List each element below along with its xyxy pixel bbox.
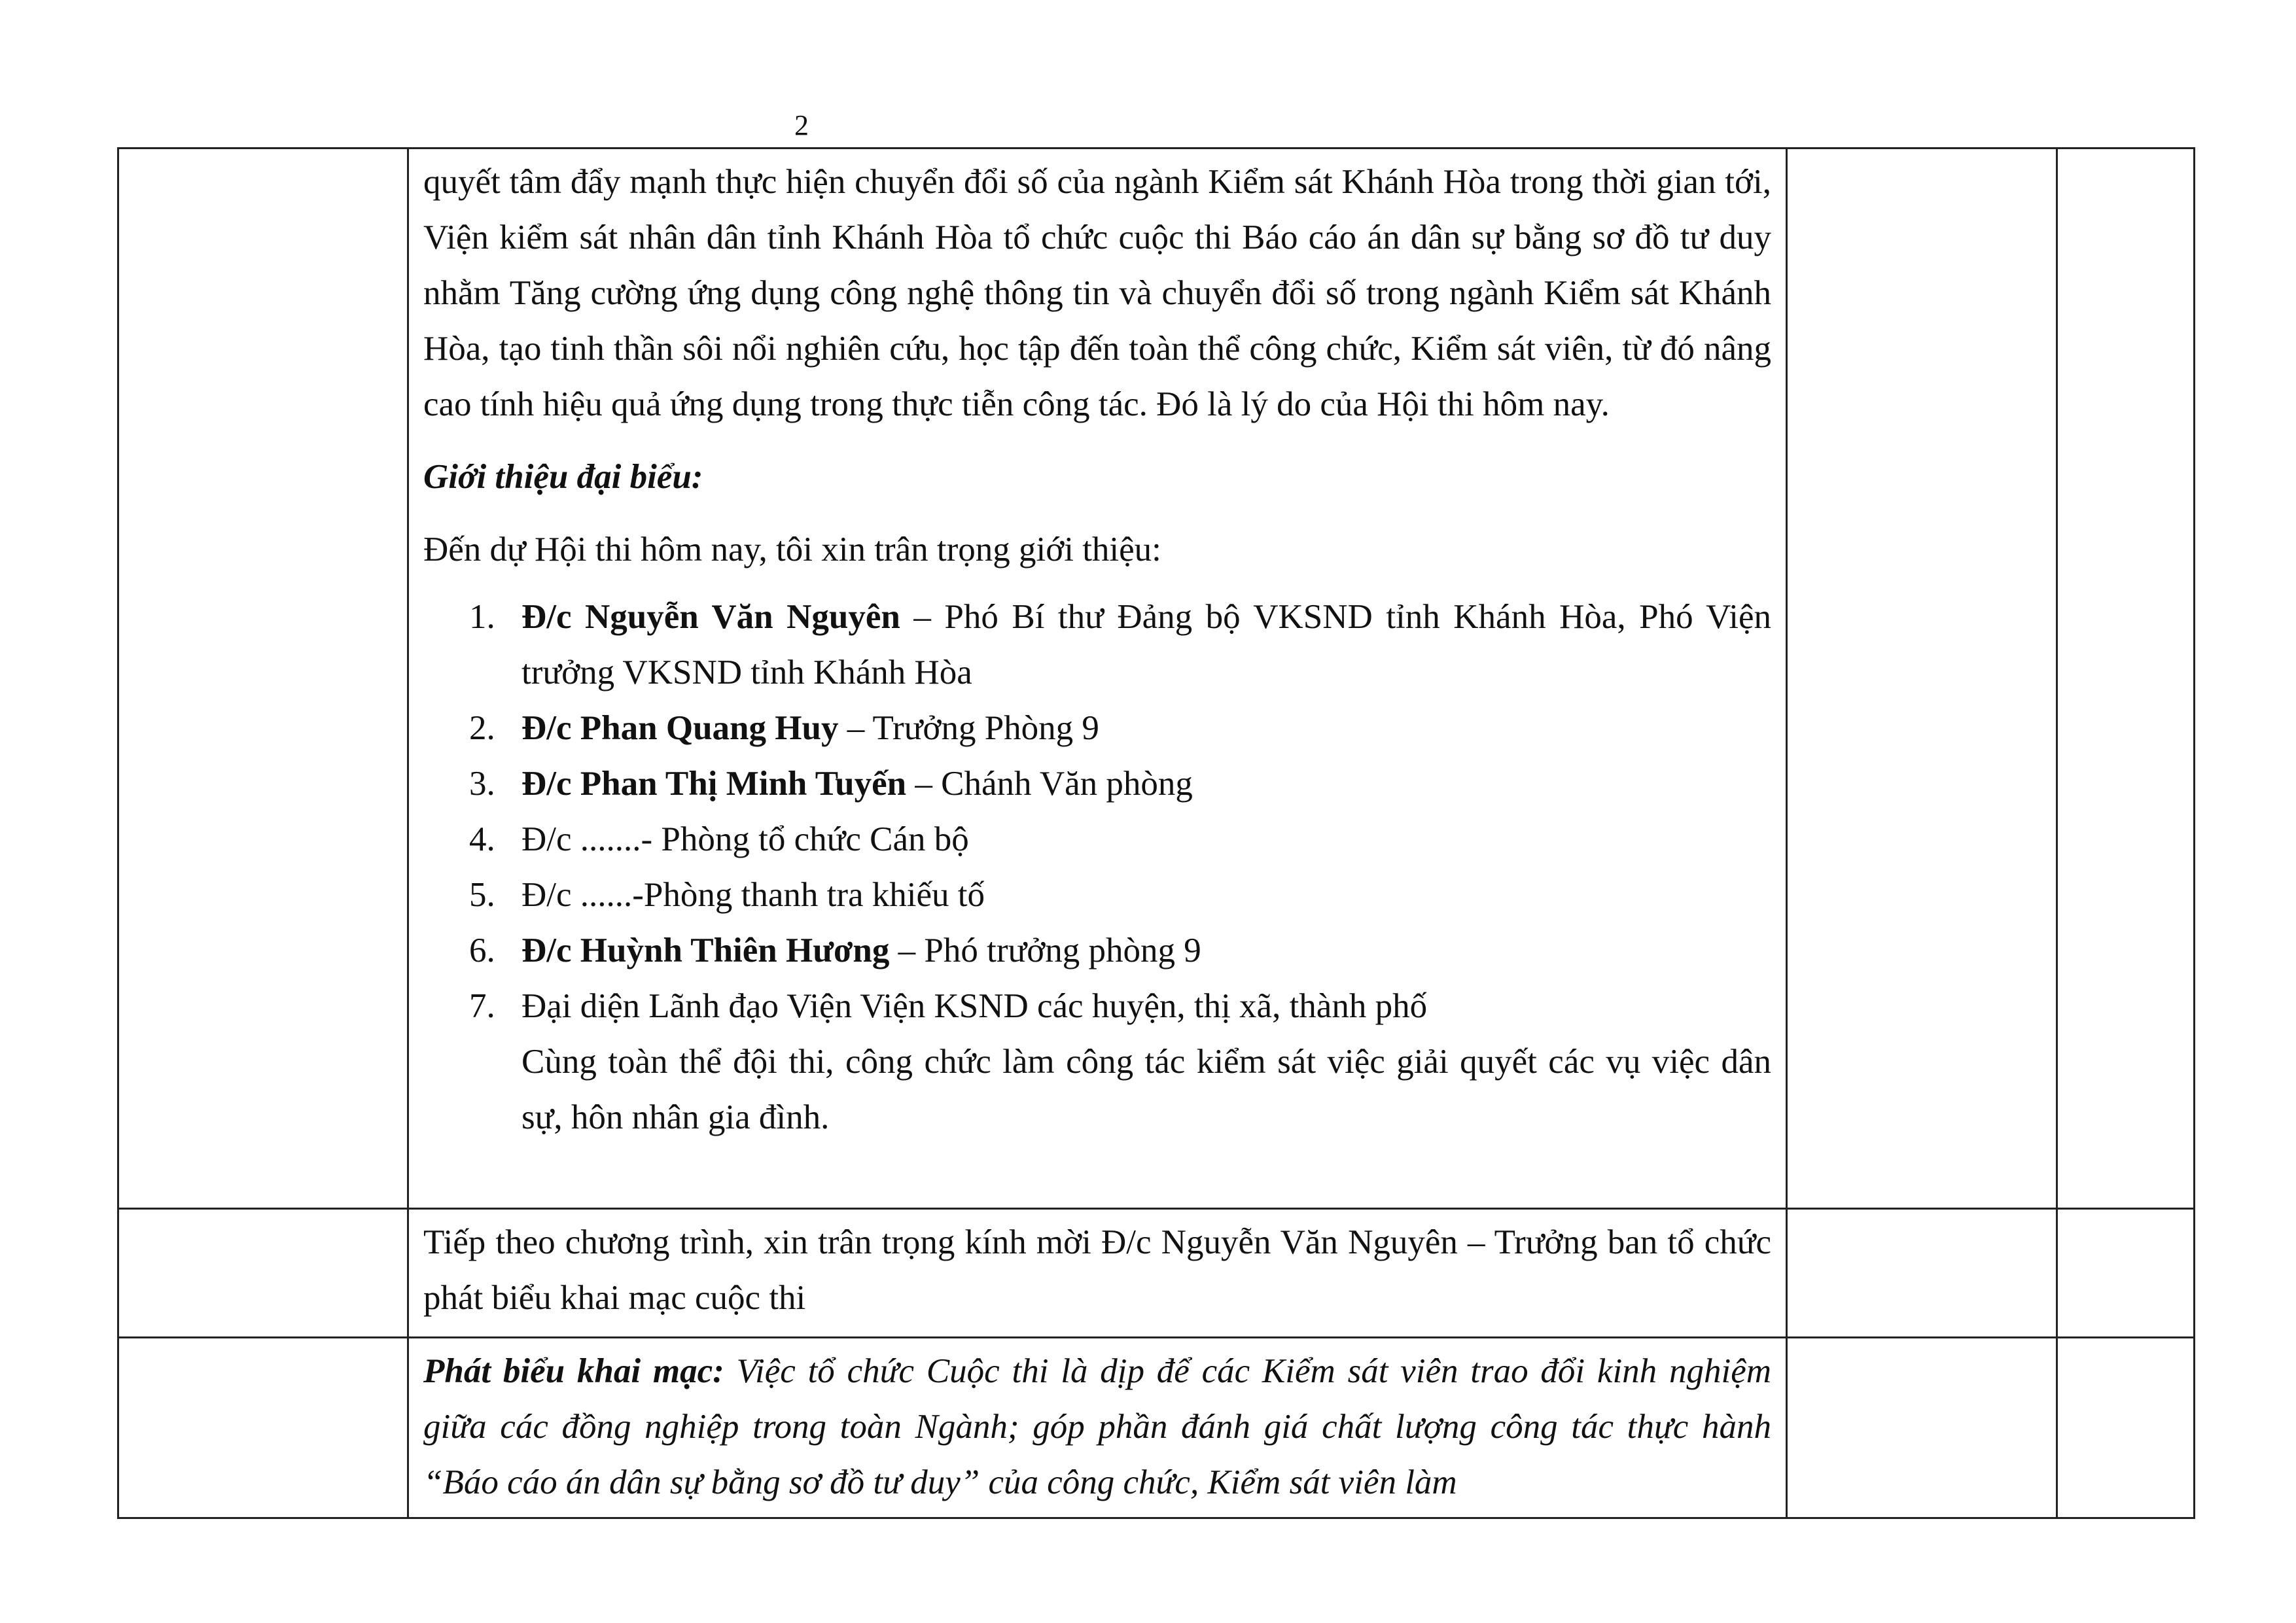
extra-cell bbox=[2057, 148, 2195, 1209]
table-row bbox=[118, 148, 2195, 1209]
table-row bbox=[118, 1338, 2195, 1518]
list-item bbox=[423, 812, 1771, 867]
delegate-name: Đ/c Phan Quang Huy bbox=[521, 709, 839, 747]
invitation-text: Tiếp theo chương trình, xin trân trọng kính mời Đ/c Nguyễn Văn Nguyên – Trưởng ban tổ chức phát biểu khai mạc cuộc thi bbox=[423, 1223, 1771, 1317]
delegate-role: – Chánh Văn phòng bbox=[906, 765, 1193, 803]
delegates-lead: Đến dự Hội thi hôm nay, tôi xin trân trọng giới thiệu: bbox=[423, 531, 1161, 568]
delegate-role: – Phó Bí thư Đảng bộ VKSND tỉnh Khánh Hòa, Phó Viện trưởng VKSND tỉnh Khánh Hòa bbox=[521, 598, 1771, 691]
list-number: 7. bbox=[469, 987, 495, 1025]
time-cell bbox=[118, 148, 408, 1209]
list-item bbox=[423, 589, 1771, 701]
list-number: 1. bbox=[469, 598, 495, 636]
delegates-heading: Giới thiệu đại biểu: bbox=[423, 458, 703, 496]
list-number: 4. bbox=[469, 820, 495, 858]
delegate-list bbox=[423, 589, 1771, 1034]
opening-speech bbox=[423, 1344, 1771, 1510]
extra-cell bbox=[2057, 1338, 2195, 1518]
content-cell bbox=[408, 1209, 1787, 1338]
opening-speech-text: Việc tổ chức Cuộc thi là dịp để các Kiểm sát viên trao đổi kinh nghiệm giữa các đồng nghiệp trong toàn Ngành; góp phần đánh giá chất lượng công tác thực hành “Báo cáo án dân sự bằng sơ đồ tư duy” của công chức, Kiểm sát viên làm bbox=[423, 1352, 1771, 1501]
time-cell bbox=[118, 1209, 408, 1338]
closing-paragraph: Cùng toàn thể đội thi, công chức làm công tác kiểm sát việc giải quyết các vụ việc dân sự, hôn nhân gia đình. bbox=[521, 1043, 1771, 1136]
list-number: 2. bbox=[469, 709, 495, 747]
delegate-role: Đại diện Lãnh đạo Viện Viện KSND các huyện, thị xã, thành phố bbox=[521, 987, 1428, 1025]
delegate-role: – Trưởng Phòng 9 bbox=[838, 709, 1099, 747]
delegate-role: Đ/c ......-Phòng thanh tra khiếu tố bbox=[521, 876, 985, 914]
table-row bbox=[118, 1209, 2195, 1338]
delegate-role: – Phó trưởng phòng 9 bbox=[889, 932, 1201, 969]
delegate-role: Đ/c .......- Phòng tổ chức Cán bộ bbox=[521, 820, 969, 858]
list-number: 5. bbox=[469, 876, 495, 914]
list-item bbox=[423, 923, 1771, 979]
extra-cell bbox=[2057, 1209, 2195, 1338]
list-item bbox=[423, 867, 1771, 923]
time-cell bbox=[118, 1338, 408, 1518]
list-item bbox=[423, 701, 1771, 756]
content-cell bbox=[408, 148, 1787, 1209]
list-number: 3. bbox=[469, 765, 495, 803]
list-item bbox=[423, 979, 1771, 1034]
delegate-name: Đ/c Phan Thị Minh Tuyến bbox=[521, 765, 907, 803]
program-table bbox=[117, 147, 2195, 1519]
delegate-name: Đ/c Nguyễn Văn Nguyên bbox=[521, 598, 900, 636]
delegate-name: Đ/c Huỳnh Thiên Hương bbox=[521, 932, 890, 969]
opening-speech-heading: Phát biểu khai mạc: bbox=[423, 1352, 724, 1390]
note-cell bbox=[1787, 1209, 2057, 1338]
list-item bbox=[423, 756, 1771, 812]
note-cell bbox=[1787, 148, 2057, 1209]
list-number: 6. bbox=[469, 932, 495, 969]
content-cell bbox=[408, 1338, 1787, 1518]
intro-paragraph: quyết tâm đẩy mạnh thực hiện chuyển đổi số của ngành Kiểm sát Khánh Hòa trong thời gian tới, Viện kiểm sát nhân dân tỉnh Khánh Hòa tổ chức cuộc thi Báo cáo án dân sự bằng sơ đồ tư duy nhằm Tăng cường ứng dụng công nghệ thông tin và chuyển đổi số trong ngành Kiểm sát Khánh Hòa, tạo tinh thần sôi nổi nghiên cứu, học tập đến toàn thể công chức, Kiểm sát viên, từ đó nâng cao tính hiệu quả ứng dụng trong thực tiễn công tác. Đó là lý do của Hội thi hôm nay. bbox=[423, 163, 1771, 423]
page-number: 2 bbox=[794, 109, 809, 141]
note-cell bbox=[1787, 1338, 2057, 1518]
